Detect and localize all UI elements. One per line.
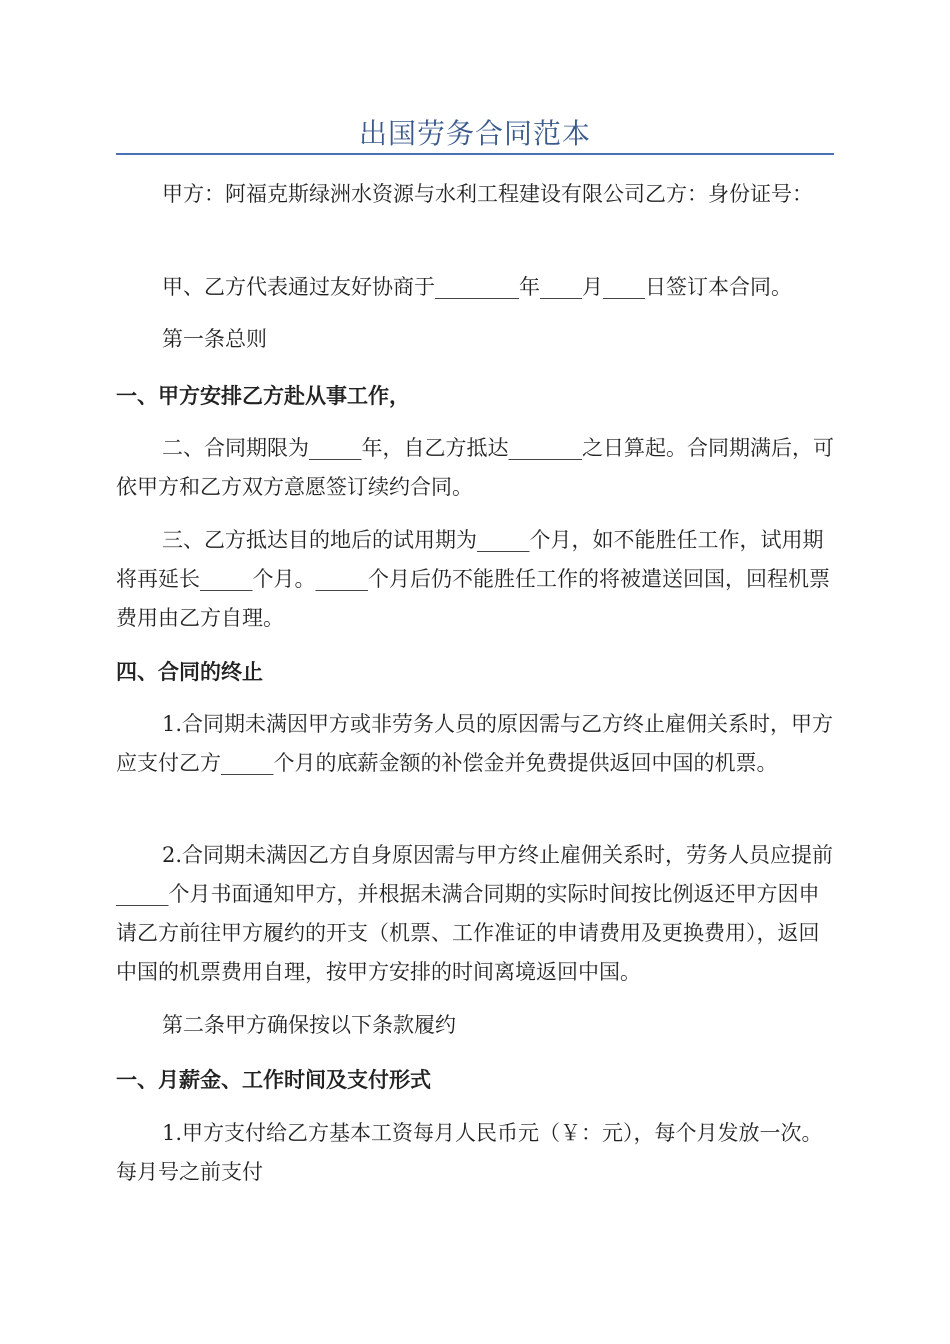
document-title: 出国劳务合同范本 xyxy=(358,117,591,150)
paragraph-salary-clause-1: 1.甲方支付给乙方基本工资每月人民币元（￥：元），每个月发放一次。每月号之前支付 xyxy=(116,1121,823,1184)
paragraph-termination-clause-1: 1.合同期未满因甲方或非劳务人员的原因需与乙方终止雇佣关系时，甲方应支付乙方_____个月的底薪金额的补偿金并免费提供返回中国的机票。 xyxy=(116,712,834,775)
paragraph-salary-heading: 一、月薪金、工作时间及支付形式 xyxy=(116,1067,431,1092)
paragraph-termination-heading: 四、合同的终止 xyxy=(116,659,263,684)
paragraph-probation: 三、乙方抵达目的地后的试用期为_____个月，如不能胜任工作，试用期将再延长_____个月。_____个月后仍不能胜任工作的将被遣送回国，回程机票费用由乙方自理。 xyxy=(116,528,830,630)
paragraph-contract-term: 二、合同期限为_____年，自乙方抵达_______之日算起。合同期满后，可依甲方和乙方双方意愿签订续约合同。 xyxy=(116,436,834,499)
paragraph-parties: 甲方：阿福克斯绿洲水资源与水利工程建设有限公司乙方：身份证号： xyxy=(162,182,813,206)
paragraph-section-one-heading: 一、甲方安排乙方赴从事工作， xyxy=(116,383,410,408)
paragraph-signing-date: 甲、乙方代表通过友好协商于________年____月____日签订本合同。 xyxy=(162,275,792,299)
paragraph-article-two-heading: 第二条甲方确保按以下条款履约 xyxy=(162,1013,456,1037)
paragraph-article-one-heading: 第一条总则 xyxy=(162,327,267,351)
title-divider xyxy=(116,153,834,155)
paragraph-termination-clause-2: 2.合同期未满因乙方自身原因需与甲方终止雇佣关系时，劳务人员应提前_____个月书面通知甲方，并根据未满合同期的实际时间按比例返还甲方因申请乙方前往甲方履约的开支（机票、工作准证的申请费用及更换费用），返回中国的机票费用自理，按甲方安排的时间离境返回中国。 xyxy=(116,843,834,984)
